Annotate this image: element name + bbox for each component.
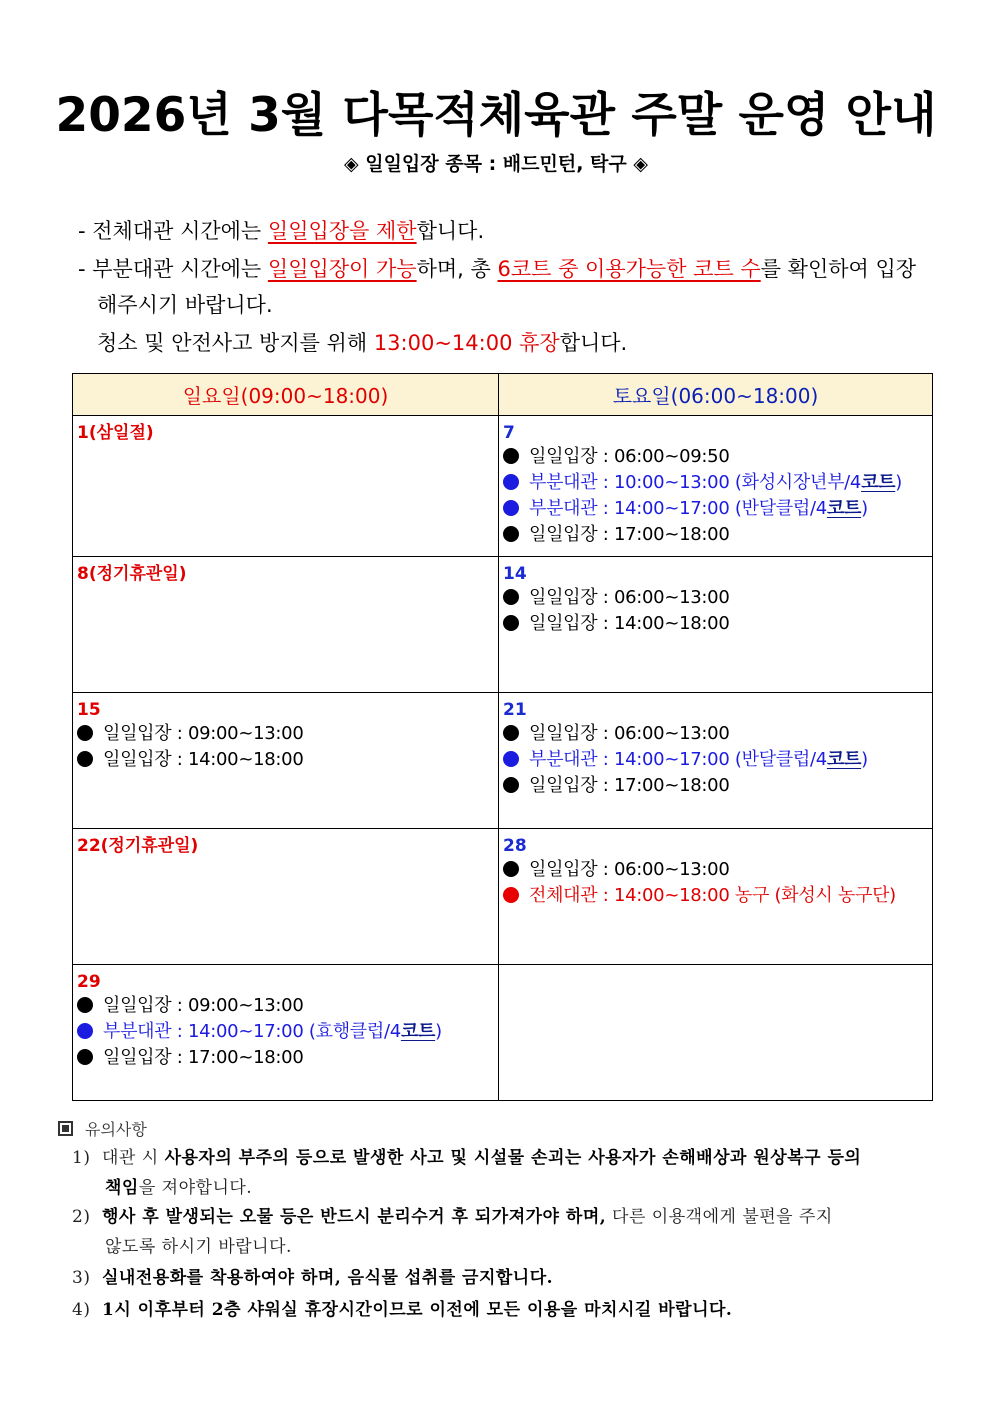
notice-full-rental: - 전체대관 시간에는 일일입장을 제한합니다. [78,219,485,243]
day-label: 8(정기휴관일) [77,564,187,584]
court-label: 코트 [826,749,862,770]
bullet-dot-icon [503,589,519,605]
bullet-dot-icon [503,725,519,741]
schedule-entry [503,747,928,773]
schedule-entry [77,1019,494,1045]
schedule-entry [503,857,928,883]
bullet-dot-icon [77,725,93,741]
schedule-body [73,416,933,1101]
schedule-entry [503,496,928,522]
caution-heading: 유의사항 [58,1117,147,1140]
schedule-row [73,829,933,965]
bullet-dot-icon [503,474,519,490]
entry-text: 전체대관 : 14:00~18:00 농구 (화성시 농구단) [529,885,896,906]
saturday-cell [499,557,933,693]
entry-close-paren: ) [861,749,868,770]
day-label: 22(정기휴관일) [77,836,199,856]
sunday-cell [73,557,499,693]
notice-partial-rental: - 부분대관 시간에는 일일입장이 가능하며, 총 6코트 중 이용가능한 코트 수를 확인하여 입장 [78,257,917,281]
entry-close-paren: ) [895,472,902,493]
schedule-entry [503,444,928,470]
schedule-entry [503,721,928,747]
notice-cleaning-break: 청소 및 안전사고 방지를 위해 13:00~14:00 휴장합니다. [97,331,628,355]
schedule-row [73,416,933,557]
schedule-row [73,557,933,693]
court-label: 코트 [861,472,896,493]
schedule-entry [503,773,928,799]
entry-text: 일일입장 : 17:00~18:00 [103,1047,304,1068]
bullet-dot-icon [77,1023,93,1039]
entry-text: 일일입장 : 06:00~13:00 [529,723,730,744]
saturday-cell [499,693,933,829]
caution-item-4: 4) 1시 이후부터 2층 샤워실 휴장시간이므로 이전에 모든 이용을 마치시길 바랍니다. [72,1300,733,1320]
weekend-schedule-table [72,373,933,1101]
day-label: 21 [503,700,527,720]
bullet-dot-icon [503,448,519,464]
schedule-entry [77,993,494,1019]
entry-text: 부분대관 : 14:00~17:00 (반달클럽/4 [529,749,827,770]
caution-item-1: 1) 대관 시 사용자의 부주의 등으로 발생한 사고 및 시설물 손괴는 사용자가 손해배상과 원상복구 등의 책임을 져야합니다. [72,1148,862,1198]
schedule-entry [77,1045,494,1071]
entry-text: 일일입장 : 09:00~13:00 [103,723,304,744]
entry-text: 일일입장 : 17:00~18:00 [529,524,730,545]
entry-text: 부분대관 : 14:00~17:00 (효행클럽/4 [103,1021,401,1042]
bullet-dot-icon [503,615,519,631]
schedule-row [73,693,933,829]
entry-text: 일일입장 : 06:00~13:00 [529,587,730,608]
bullet-dot-icon [503,887,519,903]
saturday-header: 토요일(06:00~18:00) [499,374,933,416]
day-label: 29 [77,972,101,992]
bullet-dot-icon [503,861,519,877]
notice-partial-rental-cont: 해주시기 바랍니다. [97,293,273,317]
day-label: 28 [503,836,527,856]
page-title: 2026년 3월 다목적체육관 주말 운영 안내 [55,88,937,143]
entry-close-paren: ) [861,498,868,519]
entry-text: 부분대관 : 14:00~17:00 (반달클럽/4 [529,498,827,519]
saturday-cell [499,829,933,965]
caution-item-3: 3) 실내전용화를 착용하여야 하며, 음식물 섭취를 금지합니다. [72,1268,554,1288]
entry-text: 일일입장 : 14:00~18:00 [529,613,730,634]
schedule-entry [503,883,928,909]
schedule-entry [503,611,928,637]
saturday-cell [499,416,933,557]
schedule-entry [503,522,928,548]
schedule-row [73,965,933,1101]
square-bullet-icon [58,1121,73,1136]
entry-text: 부분대관 : 10:00~13:00 (화성시장년부/4 [529,472,862,493]
caution-item-2: 2) 행사 후 발생되는 오물 등은 반드시 분리수거 후 되가져가야 하며, 다른 이용객에게 불편을 주지 않도록 하시기 바랍니다. [72,1207,833,1257]
bullet-dot-icon [503,526,519,542]
schedule-entry [503,470,928,496]
schedule-entry [77,747,494,773]
entry-text: 일일입장 : 06:00~13:00 [529,859,730,880]
saturday-cell [499,965,933,1101]
bullet-dot-icon [77,1049,93,1065]
day-label: 15 [77,700,101,720]
day-label: 1(삼일절) [77,423,154,443]
entry-close-paren: ) [435,1021,442,1042]
bullet-dot-icon [77,997,93,1013]
sunday-cell [73,829,499,965]
bullet-dot-icon [503,751,519,767]
sunday-header: 일요일(09:00~18:00) [73,374,499,416]
bullet-dot-icon [503,777,519,793]
day-label: 14 [503,564,527,584]
sunday-cell [73,416,499,557]
court-label: 코트 [826,498,862,519]
sunday-cell [73,965,499,1101]
court-label: 코트 [400,1021,436,1042]
bullet-dot-icon [503,500,519,516]
page-subtitle: ◈ 일일입장 종목 : 배드민턴, 탁구 ◈ [344,153,648,175]
entry-text: 일일입장 : 14:00~18:00 [103,749,304,770]
entry-text: 일일입장 : 17:00~18:00 [529,775,730,796]
entry-text: 일일입장 : 09:00~13:00 [103,995,304,1016]
sunday-cell [73,693,499,829]
schedule-entry [503,585,928,611]
schedule-entry [77,721,494,747]
bullet-dot-icon [77,751,93,767]
day-label: 7 [503,423,515,443]
entry-text: 일일입장 : 06:00~09:50 [529,446,730,467]
